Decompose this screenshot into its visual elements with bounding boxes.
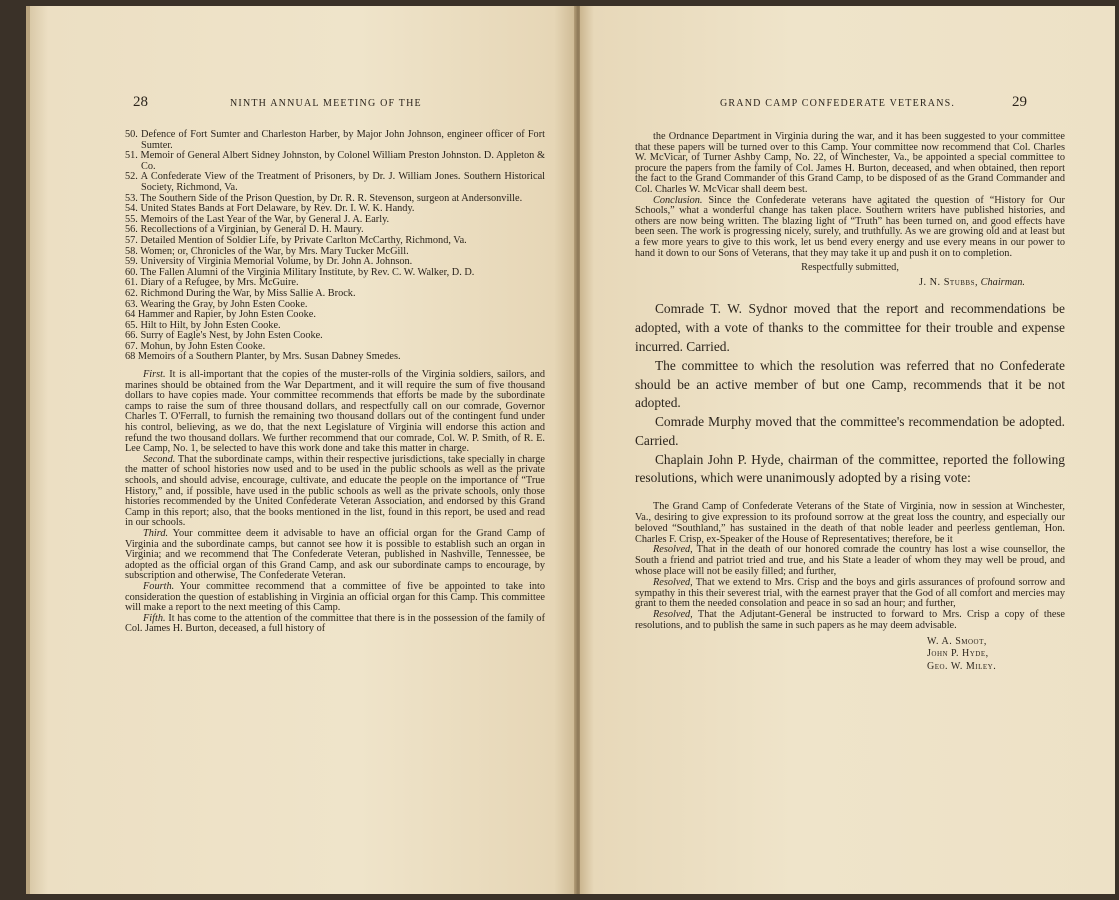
- book-list-item: 54. United States Bands at Fort Delaware, by Rev. Dr. I. W. K. Handy.: [125, 203, 415, 215]
- paragraph-lead: First.: [143, 369, 166, 381]
- page-number-right: 29: [1012, 94, 1027, 110]
- signer: W. A. Smoot,: [927, 635, 987, 647]
- paragraph-lead: Second.: [143, 453, 176, 465]
- meeting-minutes: [635, 300, 1065, 488]
- book-list-item: 56. Recollections of a Virginian, by General D. H. Maury.: [125, 224, 364, 236]
- book-list-item: 62. Richmond During the War, by Miss Sallie A. Brock.: [125, 287, 356, 299]
- page-number-left: 28: [133, 94, 148, 110]
- book-list-item: 51. Memoir of General Albert Sidney Johnston, by Colonel William Preston Johnston. D. Appleton & Co.: [125, 150, 545, 172]
- book-list-item: 67. Mohun, by John Esten Cooke.: [125, 340, 266, 352]
- resolution-paragraph: [635, 578, 1065, 610]
- book-list-item: 50. Defence of Fort Sumter and Charleston Harber, by Major John Johnson, engineer officer of Fort Sumter.: [125, 129, 545, 151]
- continuation-paragraph: the Ordnance Department in Virginia during the war, and it has been suggested to your committee that these papers will be turned over to this Camp. Your committee now recommend that Col. Charles W. McVicar, of Turner Ashby Camp, No. 22, of Winchester, Va., be appointed a special committee to procure the papers from the family of Col. James H. Burton, deceased, and when obtained, then report the fact to the Grand Commander of this Grand Camp, to be disposed of as the Grand Commander and Col. Charles W. McVicar shall deem best.: [635, 131, 1065, 195]
- paragraph-lead: Fifth.: [143, 612, 166, 624]
- book-list-item: 63. Wearing the Gray, by John Esten Cooke.: [125, 298, 308, 310]
- resolution-paragraph: [635, 545, 1065, 577]
- recommendation-paragraph: [125, 529, 545, 582]
- resolution-block: [635, 502, 1065, 632]
- paragraph-text: It is all-important that the copies of the muster-rolls of the Virginia soldiers, sailors, and marines should be obtained from the War Department, and it will require the sum of five thousand dollars to have copies made. Your committee recommends that efforts be made by the subordinate camps to raise the sum of three thousand dollars, and respectfully call on our comrade, Governor Charles T. O'Ferrall, to furnish the remaining two thousand dollars out of the contingent fund under his control, believing, as we do, that the next Legislature of Virginia will endorse this action and refund the two thousand dollars. We further recommend that our comrade, Col. W. P. Smith, of R. E. Lee Camp, No. 1, be selected to have this work done and take this matter in charge.: [125, 369, 545, 455]
- minutes-paragraph: The committee to which the resolution was referred that no Confederate should be an active member of but one Camp, recommends that it be not adopted.: [635, 357, 1065, 411]
- signer: John P. Hyde,: [927, 648, 989, 660]
- paragraph-text: That the subordinate camps, within their respective jurisdictions, take specially in charge the matter of school histories now used and to be used in the public schools as well as the private schools, and should advise, encourage, cultivate, and educate the people on the importance of “True History,” and, if possible, have used in the public schools as well as the private schools, only those histories recommended by the United Confederate Veteran Association, and endorsed by this Grand Camp in this report; also, that the books mentioned in the list, found in this report, be used and read in our schools.: [125, 453, 545, 529]
- conclusion-lead: Conclusion.: [653, 194, 703, 206]
- recommendation-paragraph: [125, 455, 545, 529]
- conclusion-paragraph: [635, 196, 1065, 260]
- book-list-item: 60. The Fallen Alumni of the Virginia Military Institute, by Rev. C. W. Walker, D. D.: [125, 266, 475, 278]
- running-head-right: GRAND CAMP CONFEDERATE VETERANS.: [720, 98, 956, 109]
- conclusion-text: Since the Confederate veterans have agitated the question of “History for Our Schools,” what a wonderful change has taken place. Southern writers have published histories, and others are now being written. The blazing light of “Truth” has been turned on, and good effects have been seen. The work is progressing nicely, surely, and truthfully. As we are growing old and at least but a few more years to give to this work, let us bend every energy and use every means in our power to hand it down to our Sons of Veterans, that they may take it up and push it on to completion.: [635, 194, 1065, 259]
- book-list-item: 61. Diary of a Refugee, by Mrs. McGuire.: [125, 277, 299, 289]
- resolved-lead: Resolved,: [653, 544, 693, 556]
- recommendation-paragraph: [125, 614, 545, 635]
- resolved-lead: Resolved,: [653, 576, 693, 588]
- signer-name: J. N. Stubbs,: [918, 276, 979, 288]
- right-page: [580, 6, 1115, 894]
- book-list-item: 64 Hammer and Rapier, by John Esten Cooke.: [125, 309, 316, 321]
- resolution-text: That the Adjutant-General be instructed to forward to Mrs. Crisp a copy of these resolutions, and to publish the same in such papers as he may deem advisable.: [635, 609, 1065, 632]
- paragraph-text: It has come to the attention of the committee that there is in the possession of the family of Col. James H. Burton, deceased, a full history of: [125, 612, 546, 635]
- book-list-item: 57. Detailed Mention of Soldier Life, by Private Carlton McCarthy, Richmond, Va.: [125, 234, 467, 246]
- paragraph-lead: Fourth.: [143, 580, 175, 592]
- right-column: [635, 132, 1065, 673]
- resolution-paragraph: [635, 610, 1065, 632]
- running-head-left: NINTH ANNUAL MEETING OF THE: [230, 98, 422, 109]
- book-list-item: 52. A Confederate View of the Treatment of Prisoners, by Dr. J. William Jones. Southern Historical Society, Richmond, Va.: [125, 171, 545, 193]
- resolution-text: That we extend to Mrs. Crisp and the boys and girls assurances of profound sorrow and sympathy in this their severest trial, with the earnest prayer that the God of all comfort and mercies may grant to them the needed consolation and peace in so sad an hour; and further,: [635, 576, 1065, 610]
- minutes-paragraph: Comrade T. W. Sydnor moved that the report and recommendations be adopted, with a vote of thanks to the committee for their trouble and expense incurred. Carried.: [635, 301, 1065, 354]
- resolved-lead: Resolved,: [653, 609, 693, 621]
- committee-recommendations: [125, 370, 545, 635]
- book-list-item: 58. Women; or, Chronicles of the War, by Mrs. Mary Tucker McGill.: [125, 245, 409, 257]
- committee-signers: [927, 636, 1065, 673]
- resolutions-list: [635, 545, 1065, 631]
- paragraph-text: Your committee recommend that a committee of five be appointed to take into consideration the question of establishing in Virginia an official organ for this Camp. This committee will make a report to the next meeting of this Camp.: [125, 580, 545, 614]
- recommendation-paragraph: [125, 370, 545, 455]
- signer: Geo. W. Miley.: [927, 660, 997, 672]
- resolution-intro: The Grand Camp of Confederate Veterans of the State of Virginia, now in session at Winchester, Va., desiring to give expression to its profound sorrow at the great loss the country, and especially our beloved “Southland,” has sustained in the death of that noble leader and peerless gentleman, Hon. Charles F. Crisp, ex-Speaker of the House of Representatives; therefore, be it: [635, 501, 1065, 545]
- left-page: [26, 6, 576, 894]
- sign-off: Respectfully submitted,: [801, 262, 899, 274]
- book-list-item: 68 Memoirs of a Southern Planter, by Mrs. Susan Dabney Smedes.: [125, 351, 401, 363]
- book-list-item: 65. Hilt to Hilt, by John Esten Cooke.: [125, 319, 281, 331]
- recommendation-paragraph: [125, 582, 545, 614]
- minutes-paragraph: Chaplain John P. Hyde, chairman of the committee, reported the following resolutions, which were unanimously adopted by a rising vote:: [635, 451, 1065, 486]
- resolution-text: That in the death of our honored comrade the country has lost a wise counsellor, the South a friend and patriot tried and true, and his State a leader of whom they may well be proud, and whose place will not be easily filled; and further,: [635, 544, 1065, 578]
- paragraph-text: Your committee deem it advisable to have an official organ for the Grand Camp of Virginia and the subordinate camps, but cannot see how it is possible to establish such an organ in Virginia; and we recommend that The Confederate Veteran, published in Nashville, Tennessee, be adopted as the official organ of this Grand Camp, and ask our subordinate camps to encourage, by subscription and otherwise, The Confederate Veteran.: [125, 527, 545, 582]
- minutes-paragraph: Comrade Murphy moved that the committee's recommendation be adopted. Carried.: [635, 414, 1065, 448]
- book-list-item: 53. The Southern Side of the Prison Question, by Dr. R. R. Stevenson, surgeon at Andersonville.: [125, 192, 523, 204]
- book-list: [125, 130, 545, 363]
- book-list-item: 66. Surry of Eagle's Nest, by John Esten Cooke.: [125, 330, 323, 342]
- signer-title: Chairman.: [980, 276, 1025, 288]
- book-list-item: 55. Memoirs of the Last Year of the War, by General J. A. Early.: [125, 213, 390, 225]
- book-list-item: 59. University of Virginia Memorial Volume, by Dr. John A. Johnson.: [125, 256, 413, 268]
- paragraph-lead: Third.: [143, 527, 169, 539]
- left-column: [125, 130, 545, 635]
- chairman-signature: [635, 278, 1025, 289]
